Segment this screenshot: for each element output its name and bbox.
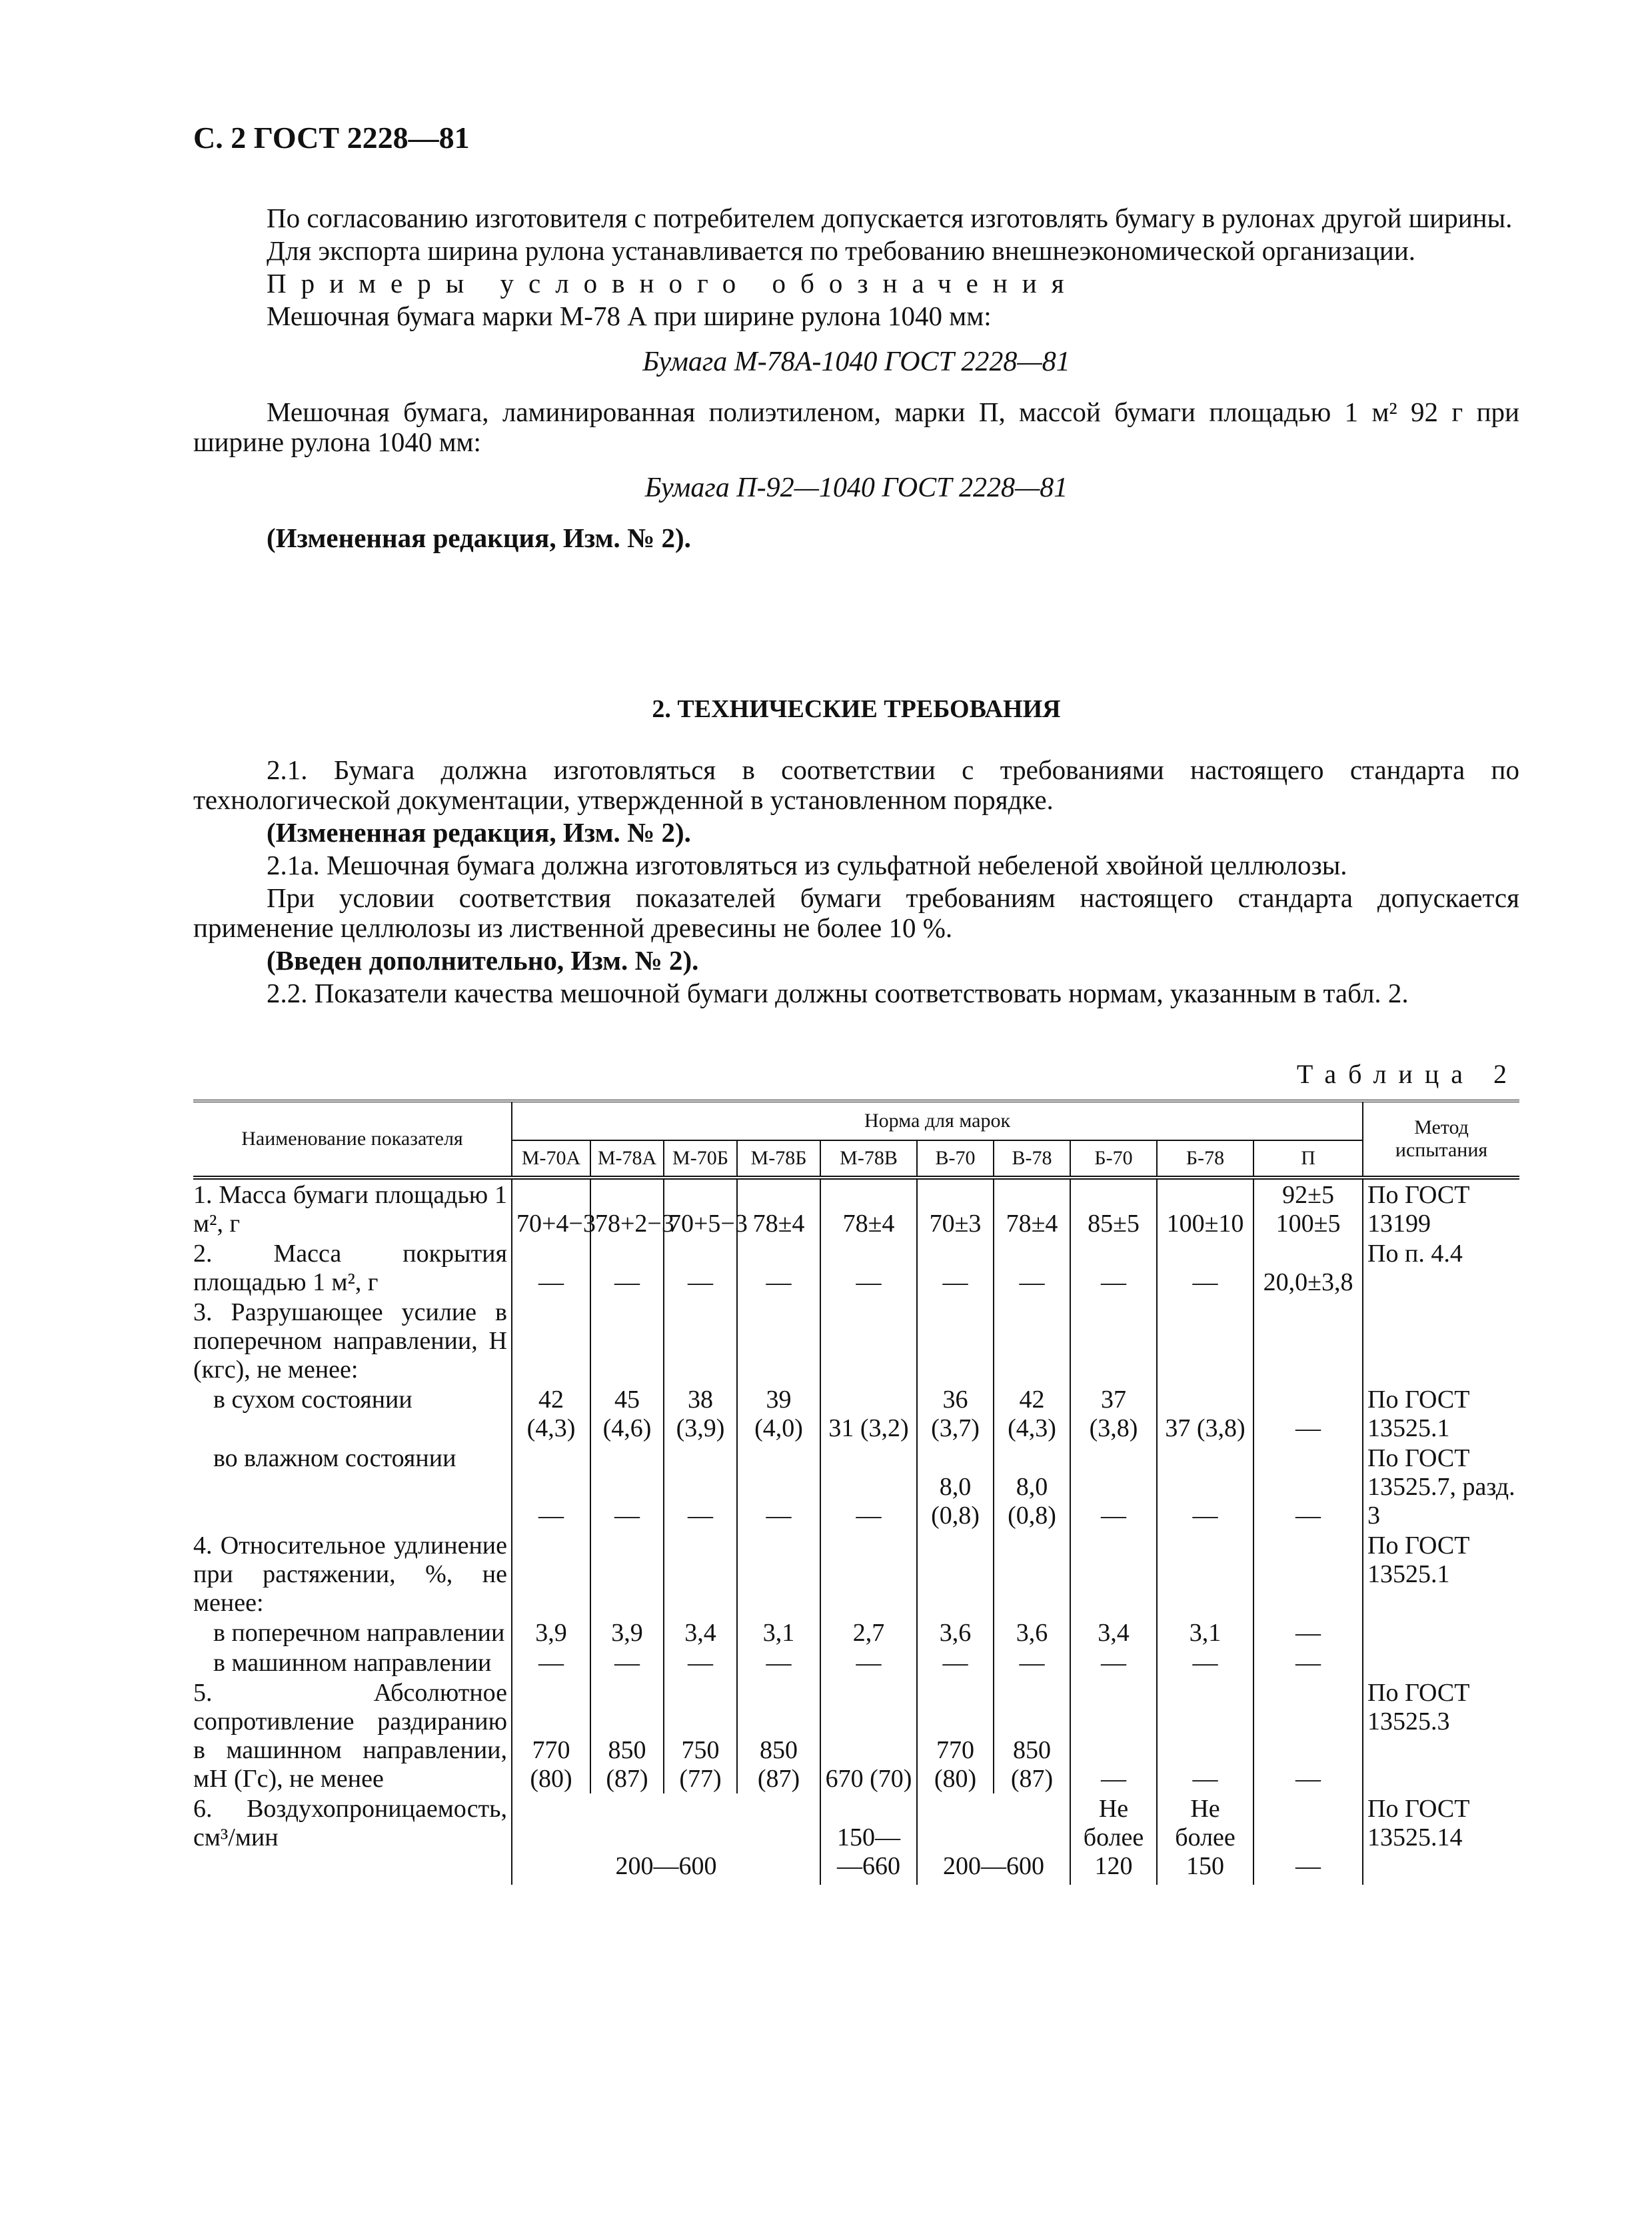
value-cell: — bbox=[590, 1648, 664, 1677]
value-cell: 200—600 bbox=[512, 1793, 820, 1885]
value-cell: — bbox=[1157, 1238, 1253, 1297]
value-cell: 45 (4,6) bbox=[590, 1384, 664, 1443]
value-cell: — bbox=[1157, 1648, 1253, 1677]
value-cell bbox=[994, 1297, 1070, 1384]
table-row bbox=[193, 1238, 1519, 1297]
value-cell: — bbox=[737, 1648, 820, 1677]
table-2 bbox=[193, 1100, 1519, 1885]
value-cell: 42 (4,3) bbox=[512, 1384, 590, 1443]
clause-2-2: 2.2. Показатели качества мешочной бумаги должны соответствовать нормам, указанным в табл. 2. bbox=[267, 978, 1409, 1008]
value-cell: — bbox=[1157, 1443, 1253, 1530]
value-cell: Не более 150 bbox=[1157, 1793, 1253, 1885]
method-cell bbox=[1363, 1297, 1519, 1384]
example-designation-1: Бумага М-78А-1040 ГОСТ 2228—81 bbox=[642, 347, 1070, 377]
value-cell: 78±4 bbox=[994, 1178, 1070, 1238]
value-cell: 150— —660 bbox=[820, 1793, 917, 1885]
value-cell: — bbox=[664, 1648, 737, 1677]
value-cell: 3,9 bbox=[512, 1618, 590, 1648]
grade-header: М-78В bbox=[820, 1140, 917, 1178]
value-cell: 3,1 bbox=[1157, 1618, 1253, 1648]
value-cell: 38 (3,9) bbox=[664, 1384, 737, 1443]
value-cell bbox=[664, 1530, 737, 1618]
page-header: С. 2 ГОСТ 2228—81 bbox=[193, 121, 470, 155]
value-cell: — bbox=[590, 1443, 664, 1530]
value-cell: — bbox=[1253, 1384, 1363, 1443]
table-row bbox=[193, 1178, 1519, 1238]
column-header-name: Наименование показателя bbox=[193, 1101, 512, 1178]
value-cell: 3,6 bbox=[917, 1618, 994, 1648]
grade-header: П bbox=[1253, 1140, 1363, 1178]
value-cell: 2,7 bbox=[820, 1618, 917, 1648]
value-cell: 70±3 bbox=[917, 1178, 994, 1238]
value-cell bbox=[820, 1297, 917, 1384]
value-cell: — bbox=[820, 1443, 917, 1530]
value-cell: — bbox=[512, 1443, 590, 1530]
value-cell: — bbox=[1070, 1648, 1157, 1677]
value-cell: 36 (3,7) bbox=[917, 1384, 994, 1443]
value-cell: 85±5 bbox=[1070, 1178, 1157, 1238]
value-cell: 8,0 (0,8) bbox=[994, 1443, 1070, 1530]
value-cell: — bbox=[820, 1238, 917, 1297]
method-cell: По ГОСТ 13525.3 bbox=[1363, 1677, 1519, 1793]
value-cell: — bbox=[1070, 1443, 1157, 1530]
value-cell bbox=[737, 1297, 820, 1384]
value-cell bbox=[1070, 1530, 1157, 1618]
paragraph-export-width: Для экспорта ширина рулона устанавливается по требованию внешнеэкономической организации. bbox=[267, 235, 1416, 266]
method-cell: По ГОСТ 13525.7, разд. 3 bbox=[1363, 1443, 1519, 1530]
value-cell bbox=[1070, 1297, 1157, 1384]
intro-block bbox=[193, 203, 1519, 556]
value-cell: 37 (3,8) bbox=[1070, 1384, 1157, 1443]
value-cell bbox=[994, 1530, 1070, 1618]
grade-header: В-78 bbox=[994, 1140, 1070, 1178]
value-cell: — bbox=[590, 1238, 664, 1297]
value-cell: 3,4 bbox=[664, 1618, 737, 1648]
section-2-block bbox=[193, 694, 1519, 1011]
table-row bbox=[193, 1384, 1519, 1443]
table-row bbox=[193, 1677, 1519, 1793]
grade-header: М-70Б bbox=[664, 1140, 737, 1178]
table-row bbox=[193, 1443, 1519, 1530]
row-name: 3. Разрушающее усилие в поперечном направлении, Н (кгс), не менее: bbox=[193, 1298, 507, 1384]
table-row bbox=[193, 1297, 1519, 1384]
value-cell: 3,9 bbox=[590, 1618, 664, 1648]
value-cell bbox=[512, 1530, 590, 1618]
row-name: в машинном направлении bbox=[213, 1649, 492, 1677]
value-cell: 670 (70) bbox=[820, 1677, 917, 1793]
grade-header: Б-78 bbox=[1157, 1140, 1253, 1178]
paragraph-other-width: По согласованию изготовителя с потребителем допускается изготовлять бумагу в рулонах другой ширины. bbox=[267, 203, 1513, 233]
value-cell: — bbox=[1253, 1443, 1363, 1530]
value-cell: — bbox=[994, 1238, 1070, 1297]
value-cell bbox=[1253, 1530, 1363, 1618]
value-cell: 70+5−3 bbox=[664, 1178, 737, 1238]
value-cell: — bbox=[917, 1648, 994, 1677]
clause-2-1: 2.1. Бумага должна изготовляться в соответствии с требованиями настоящего стандарта по технологической документации, утвержденной в установленном порядке. bbox=[193, 754, 1519, 815]
value-cell: 770 (80) bbox=[512, 1677, 590, 1793]
method-cell: По ГОСТ 13525.1 bbox=[1363, 1530, 1519, 1618]
grade-header: Б-70 bbox=[1070, 1140, 1157, 1178]
amendment-note-1: (Измененная редакция, Изм. № 2). bbox=[267, 523, 691, 553]
value-cell: — bbox=[1253, 1793, 1363, 1885]
method-cell: По ГОСТ 13525.1 bbox=[1363, 1384, 1519, 1443]
value-cell bbox=[590, 1297, 664, 1384]
value-cell: — bbox=[512, 1238, 590, 1297]
value-cell bbox=[1253, 1297, 1363, 1384]
value-cell: 8,0 (0,8) bbox=[917, 1443, 994, 1530]
method-cell: По ГОСТ 13199 bbox=[1363, 1178, 1519, 1238]
method-cell: По ГОСТ 13525.14 bbox=[1363, 1793, 1519, 1885]
value-cell: 3,6 bbox=[994, 1618, 1070, 1648]
value-cell: — bbox=[664, 1443, 737, 1530]
value-cell bbox=[737, 1530, 820, 1618]
value-cell: 78±4 bbox=[820, 1178, 917, 1238]
row-name: 5. Абсолютное сопротивление раздиранию в машинном направлении, мН (Гс), не менее bbox=[193, 1679, 507, 1793]
value-cell: 70+4−3 bbox=[512, 1178, 590, 1238]
value-cell: 850 (87) bbox=[737, 1677, 820, 1793]
example-designation-2: Бумага П-92—1040 ГОСТ 2228—81 bbox=[644, 473, 1068, 503]
table-caption: Таблица 2 bbox=[1296, 1059, 1519, 1089]
examples-heading: Примеры условного обозначения bbox=[267, 268, 1079, 299]
amendment-note-2-1: (Измененная редакция, Изм. № 2). bbox=[267, 817, 691, 848]
column-header-norm: Норма для марок bbox=[512, 1101, 1363, 1140]
value-cell bbox=[820, 1530, 917, 1618]
value-cell: 750 (77) bbox=[664, 1677, 737, 1793]
table-row bbox=[193, 1793, 1519, 1885]
method-cell bbox=[1363, 1648, 1519, 1677]
value-cell: — bbox=[737, 1443, 820, 1530]
clause-2-1a: 2.1а. Мешочная бумага должна изготовляться из сульфатной небеленой хвойной целлюлозы. bbox=[267, 850, 1347, 880]
column-header-method: Метод испытания bbox=[1363, 1101, 1519, 1178]
grade-header: М-78Б bbox=[737, 1140, 820, 1178]
value-cell: — bbox=[820, 1648, 917, 1677]
value-cell: 850 (87) bbox=[994, 1677, 1070, 1793]
value-cell bbox=[664, 1297, 737, 1384]
section-title: 2. ТЕХНИЧЕСКИЕ ТРЕБОВАНИЯ bbox=[652, 695, 1061, 723]
method-cell: По п. 4.4 bbox=[1363, 1238, 1519, 1297]
table-row bbox=[193, 1618, 1519, 1648]
grade-header: М-70А bbox=[512, 1140, 590, 1178]
value-cell bbox=[1157, 1297, 1253, 1384]
value-cell: 78+2−3 bbox=[590, 1178, 664, 1238]
value-cell: 3,1 bbox=[737, 1618, 820, 1648]
value-cell: 3,4 bbox=[1070, 1618, 1157, 1648]
row-name: во влажном состоянии bbox=[213, 1444, 456, 1472]
value-cell: — bbox=[1253, 1618, 1363, 1648]
value-cell: — bbox=[1253, 1648, 1363, 1677]
value-cell: 850 (87) bbox=[590, 1677, 664, 1793]
value-cell: 42 (4,3) bbox=[994, 1384, 1070, 1443]
value-cell: — bbox=[664, 1238, 737, 1297]
paragraph-example-1-intro: Мешочная бумага марки М-78 А при ширине рулона 1040 мм: bbox=[267, 301, 992, 331]
grade-header: В-70 bbox=[917, 1140, 994, 1178]
value-cell: 31 (3,2) bbox=[820, 1384, 917, 1443]
table-row bbox=[193, 1530, 1519, 1618]
row-name: в сухом состоянии bbox=[213, 1386, 413, 1414]
value-cell: 200—600 bbox=[917, 1793, 1070, 1885]
value-cell: — bbox=[1070, 1677, 1157, 1793]
row-name: 6. Воздухопроницаемость, см³/мин bbox=[193, 1795, 507, 1851]
grade-header: М-78А bbox=[590, 1140, 664, 1178]
value-cell: 92±5 100±5 bbox=[1253, 1178, 1363, 1238]
value-cell: 37 (3,8) bbox=[1157, 1384, 1253, 1443]
amendment-note-2-1a: (Введен дополнительно, Изм. № 2). bbox=[267, 945, 699, 976]
value-cell: — bbox=[1070, 1238, 1157, 1297]
value-cell: 100±10 bbox=[1157, 1178, 1253, 1238]
value-cell: Не более 120 bbox=[1070, 1793, 1157, 1885]
value-cell: — bbox=[917, 1238, 994, 1297]
clause-2-1a-cont: При условии соответствия показателей бумаги требованиям настоящего стандарта допускается применение целлюлозы из лиственной древесины не более 10 %. bbox=[193, 882, 1519, 943]
row-name: 1. Масса бумаги площадью 1 м², г bbox=[193, 1181, 507, 1238]
value-cell: — bbox=[512, 1648, 590, 1677]
value-cell: 20,0±3,8 bbox=[1253, 1238, 1363, 1297]
value-cell bbox=[590, 1530, 664, 1618]
row-name: 4. Относительное удлинение при растяжении, %, не менее: bbox=[193, 1532, 507, 1617]
row-name: 2. Масса покрытия площадью 1 м², г bbox=[193, 1240, 507, 1296]
value-cell: — bbox=[1157, 1677, 1253, 1793]
value-cell: — bbox=[737, 1238, 820, 1297]
value-cell bbox=[917, 1297, 994, 1384]
value-cell: — bbox=[994, 1648, 1070, 1677]
table-row bbox=[193, 1648, 1519, 1677]
value-cell: 770 (80) bbox=[917, 1677, 994, 1793]
value-cell: — bbox=[1253, 1677, 1363, 1793]
value-cell: 39 (4,0) bbox=[737, 1384, 820, 1443]
method-cell bbox=[1363, 1618, 1519, 1648]
value-cell bbox=[1157, 1530, 1253, 1618]
value-cell bbox=[512, 1297, 590, 1384]
paragraph-example-2-intro: Мешочная бумага, ламинированная полиэтиленом, марки П, массой бумаги площадью 1 м² 92 г при ширине рулона 1040 мм: bbox=[193, 397, 1519, 457]
value-cell bbox=[917, 1530, 994, 1618]
value-cell: 78±4 bbox=[737, 1178, 820, 1238]
row-name: в поперечном направлении bbox=[213, 1619, 505, 1647]
